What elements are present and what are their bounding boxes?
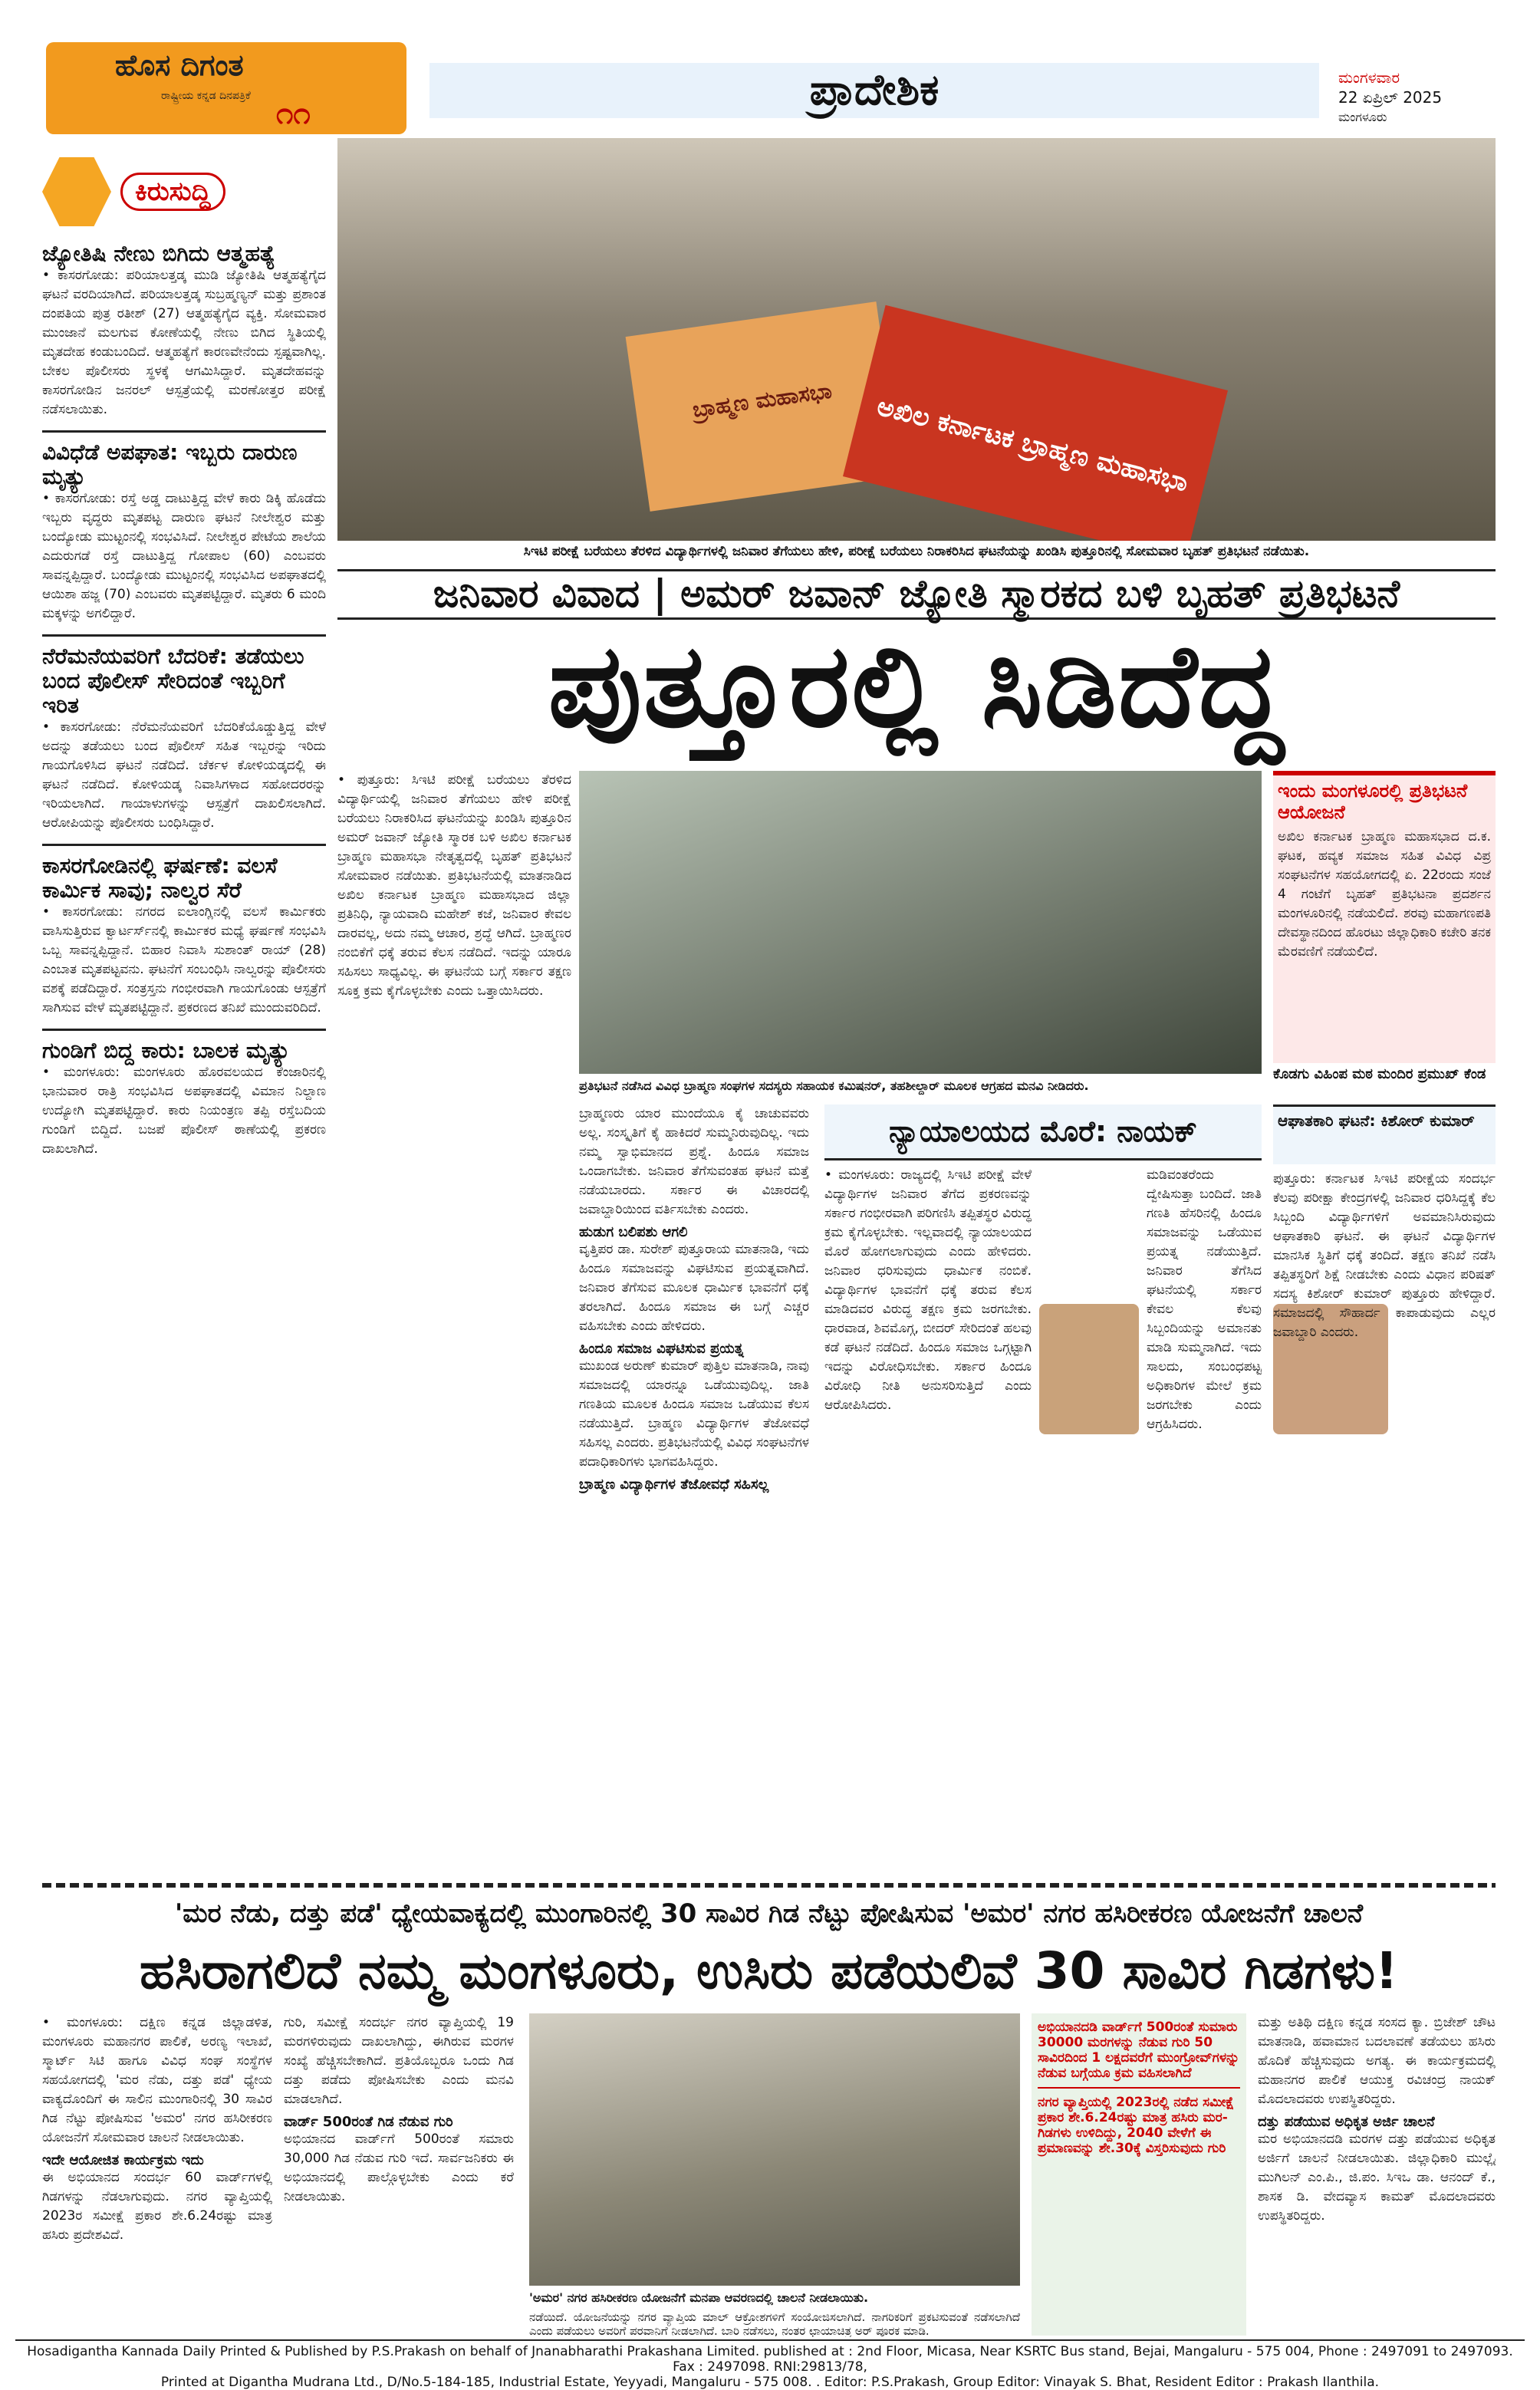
- imprint-line-1: Hosadigantha Kannada Daily Printed & Published by P.S.Prakash on behalf of Jnanabharathi Prakashana Limited. published at : 2nd Floor, Micasa, Near KSRTC Bus stand, Bejai, Mangaluru - 575 004, Phone : 2497091 to 2497093. Fax : 2497098. RNI:29813/78,: [27, 2344, 1513, 2375]
- green-body-1: • ಮಂಗಳೂರು: ದಕ್ಷಿಣ ಕನ್ನಡ ಜಿಲ್ಲಾಡಳಿತ, ಮಂಗಳೂರು ಮಹಾನಗರ ಪಾಲಿಕೆ, ಅರಣ್ಯ ಇಲಾಖೆ, ಸ್ಮಾರ್ಟ್ ಸಿಟಿ ಹಾಗೂ ವಿವಿಧ ಸಂಘ ಸಂಸ್ಥೆಗಳ ಸಹಯೋಗದಲ್ಲಿ 'ಮರ ನೆಡು, ದತ್ತು ಪಡೆ' ಧ್ಯೇಯ ವಾಕ್ಯದೊಂದಿಗೆ ಈ ಸಾಲಿನ ಮುಂಗಾರಿನಲ್ಲಿ 30 ಸಾವಿರ ಗಿಡ ನೆಟ್ಟು ಪೋಷಿಸುವ 'ಅಮರ' ನಗರ ಹಸಿರೀಕರಣ ಯೋಜನೆಗೆ ಸೋಮವಾರ ಚಾಲನೆ ನೀಡಲಾಯಿತು.: [42, 2015, 272, 2145]
- green-side-col: [1258, 2013, 1496, 2336]
- story2-body: • ಮಂಗಳೂರು: ರಾಜ್ಯದಲ್ಲಿ ಸಿಇಟಿ ಪರೀಕ್ಷೆ ವೇಳೆ ವಿದ್ಯಾರ್ಥಿಗಳ ಜನಿವಾರ ತೆಗೆದ ಪ್ರಕರಣವನ್ನು ಸರ್ಕಾರ ಗಂಭೀರವಾಗಿ ಪರಿಗಣಿಸಿ ತಪ್ಪಿತಸ್ಥರ ವಿರುದ್ಧ ಕ್ರಮ ಕೈಗೊಳ್ಳಬೇಕು. ಇಲ್ಲವಾದಲ್ಲಿ ನ್ಯಾಯಾಲಯದ ಮೊರೆ ಹೋಗಲಾಗುವುದು ಎಂದು ಹೇಳಿದರು. ಜನಿವಾರ ಧರಿಸುವುದು ಧಾರ್ಮಿಕ ನಂಬಿಕೆ. ವಿದ್ಯಾರ್ಥಿಗಳ ಭಾವನೆಗೆ ಧಕ್ಕೆ ತರುವ ಕೆಲಸ ಮಾಡಿದವರ ವಿರುದ್ಧ ತಕ್ಷಣ ಕ್ರಮ ಜರಗಬೇಕು. ಧಾರವಾಡ, ಶಿವಮೊಗ್ಗ, ಬೀದರ್ ಸೇರಿದಂತೆ ಹಲವು ಕಡೆ ಘಟನೆ ನಡೆದಿದೆ. ಹಿಂದೂ ಸಮಾಜ ಒಗ್ಗಟ್ಟಾಗಿ ಇದನ್ನು ವಿರೋಧಿಸಬೇಕು. ಸರ್ಕಾರ ಹಿಂದೂ ವಿರೋಧಿ ನೀತಿ ಅನುಸರಿಸುತ್ತಿದೆ ಎಂದು ಆರೋಪಿಸಿದರು.: [824, 1167, 1032, 1413]
- section-divider: [42, 1883, 1496, 1888]
- brief-body: • ಕಾಸರಗೋಡು: ನಗರದ ಐಲಾಂಗ್ಲಿನಲ್ಲಿ ವಲಸೆ ಕಾರ್ಮಿಕರು ವಾಸಿಸುತ್ತಿರುವ ಕ್ವಾರ್ಟರ್ಸ್‌ನಲ್ಲಿ ಕಾರ್ಮಿಕರ ಮಧ್ಯೆ ಘರ್ಷಣೆ ಸಂಭವಿಸಿ ಒಬ್ಬ ಸಾವನ್ನಪ್ಪಿದ್ದಾನೆ. ಬಿಹಾರ ನಿವಾಸಿ ಸುಶಾಂತ್ ರಾಯ್ (28) ಎಂಬಾತ ಮೃತಪಟ್ಟವನು. ಘಟನೆಗೆ ಸಂಬಂಧಿಸಿ ನಾಲ್ವರನ್ನು ಪೊಲೀಸರು ವಶಕ್ಕೆ ಪಡೆದಿದ್ದಾರೆ. ಸಂತ್ರಸ್ತನು ಗಂಭೀರವಾಗಿ ಗಾಯಗೊಂಡು ಆಸ್ಪತ್ರೆಗೆ ಸಾಗಿಸುವ ವೇಳೆ ಮೃತಪಟ್ಟಿದ್ದಾನೆ. ಪ್ರಕರಣದ ತನಿಖೆ ಮುಂದುವರಿದಿದೆ.: [42, 904, 326, 1016]
- brief-3: [42, 634, 326, 833]
- green-photo-caption: 'ಅಮರ' ನಗರ ಹಸಿರೀಕರಣ ಯೋಜನೆಗೆ ಮನಪಾ ಆವರಣದಲ್ಲಿ ಚಾಲನೆ ನೀಡಲಾಯಿತು.: [529, 2290, 869, 2305]
- section-title-bar: [429, 63, 1319, 118]
- green-bullets: [1032, 2013, 1246, 2336]
- brief-title: ವಿವಿಧೆಡೆ ಅಪಘಾತ: ಇಬ್ಬರು ದಾರುಣ ಮೃತ್ಯು: [42, 439, 298, 489]
- green-bottom-text: ನಡೆಯಿದೆ. ಯೋಜನೆಯನ್ನು ನಗರ ವ್ಯಾಪ್ತಿಯ ಮಾಲ್ ಆಕ್ರೋಶಗಳಿಗೆ ಸಂಯೋಜಿಸಲಾಗಿದೆ. ನಾಗರಿಕರಿಗೆ ಪ್ರಕಟಿಸುವಂತೆ ನಡೆಸಲಾಗಿದೆ ಎಂದು ಪಡೆಯಲು ಅವರಿಗೆ ಪರವಾನಿಗೆ ನೀಡಲಾಗಿದೆ. ಬಾರಿ ನಡೆಸಲು, ನಂತರ ಛಾಯಾಚಿತ್ರ ಅರ್ ಪೂರಕ ಮಾಡಿ.: [529, 2310, 1020, 2337]
- lead-body-col1: [337, 771, 571, 1898]
- green-body-2: ಈ ಅಭಿಯಾನದ ಸಂದರ್ಭ 60 ವಾರ್ಡ್‌ಗಳಲ್ಲಿ ಗಿಡಗಳನ್ನು ನೆಡಲಾಗುವುದು. ನಗರ ವ್ಯಾಪ್ತಿಯಲ್ಲಿ 2023ರ ಸಮೀಕ್ಷೆ ಪ್ರಕಾರ ಶೇ.6.24ರಷ್ಟು ಮಾತ್ರ ಹಸಿರು ಪ್ರದೇಶವಿದೆ.: [42, 2170, 272, 2243]
- green-kicker: 'ಮರ ನೆಡು, ದತ್ತು ಪಡೆ' ಧ್ಯೇಯವಾಕ್ಯದಲ್ಲಿ ಮುಂಗಾರಿನಲ್ಲಿ 30 ಸಾವಿರ ಗಿಡ ನೆಟ್ಟು ಪೋಷಿಸುವ 'ಅಮರ' ನಗರ ಹಸಿರೀಕರಣ ಯೋಜನೆಗೆ ಚಾಲನೆ: [174, 1898, 1364, 1929]
- green-col1: [42, 2013, 272, 2336]
- section-title: ಪ್ರಾದೇಶಿಕ: [809, 65, 939, 115]
- story2-body-b: ಮಡಿವಂತರೆಂದು ದ್ವೇಷಿಸುತ್ತಾ ಬಂದಿದೆ. ಜಾತಿ ಗಣತಿ ಹೆಸರಿನಲ್ಲಿ ಹಿಂದೂ ಸಮಾಜವನ್ನು ಒಡೆಯುವ ಪ್ರಯತ್ನ ನಡೆಯುತ್ತಿದೆ. ಜನಿವಾರ ತೆಗೆಸಿದ ಘಟನೆಯಲ್ಲಿ ಸರ್ಕಾರ ಕೇವಲ ಕೆಲವು ಸಿಬ್ಬಂದಿಯನ್ನು ಅಮಾನತು ಮಾಡಿ ಸುಮ್ಮನಾಗಿದೆ. ಇದು ಸಾಲದು, ಸಂಬಂಧಪಟ್ಟ ಅಧಿಕಾರಿಗಳ ಮೇಲೆ ಕ್ರಮ ಜರಗಬೇಕು ಎಂದು ಆಗ್ರಹಿಸಿದರು.: [1147, 1167, 1262, 1432]
- date-label: 22 ಏಪ್ರಿಲ್ 2025: [1338, 88, 1443, 107]
- story3-col: [1273, 1170, 1496, 1875]
- brief-title: ನೆರೆಮನೆಯವರಿಗೆ ಬೆದರಿಕೆ: ತಡೆಯಲು ಬಂದ ಪೊಲೀಸ್ ಸೇರಿದಂತೆ ಇಬ್ಬರಿಗೆ ಇರಿತ: [42, 644, 304, 718]
- page-number: ೧೧: [276, 96, 311, 131]
- brief-1: [42, 242, 326, 420]
- brief-title: ಗುಂಡಿಗೆ ಬಿದ್ದ ಕಾರು: ಬಾಲಕ ಮೃತ್ಯು: [42, 1038, 291, 1063]
- brief-2: [42, 430, 326, 624]
- green-body-3: ಗುರಿ, ಸಮೀಕ್ಷೆ ಸಂದರ್ಭ ನಗರ ವ್ಯಾಪ್ತಿಯಲ್ಲಿ 19 ಮರಗಳಿರುವುದು ದಾಖಲಾಗಿದ್ದು, ಈಗಿರುವ ಮರಗಳ ಸಂಖ್ಯೆ ಹೆಚ್ಚಿಸಬೇಕಾಗಿದೆ. ಪ್ರತಿಯೊಬ್ಬರೂ ಒಂದು ಗಿಡ ದತ್ತು ಪಡೆದು ಪೋಷಿಸಬೇಕು ಎಂದು ಮನವಿ ಮಾಡಲಾಗಿದೆ.: [284, 2015, 514, 2107]
- brief-body: • ಕಾಸರಗೋಡು: ಪರಿಯಾಲತ್ತಡ್ಕ ಮುಡಿ ಜ್ಯೋತಿಷಿ ಆತ್ಮಹತ್ಯೆಗೈದ ಘಟನೆ ವರದಿಯಾಗಿದೆ. ಪರಿಯಾಲತ್ತಡ್ಕ ಸುಬ್ರಹ್ಮಣ್ಯನ್ ಮತ್ತು ಪ್ರಶಾಂತ ದಂಪತಿಯ ಪುತ್ರ ರತೀಶ್ (27) ಆತ್ಮಹತ್ಯೆಗೈದ ವ್ಯಕ್ತಿ. ಸೋಮವಾರ ಮುಂಜಾನೆ ಮಲಗುವ ಕೋಣೆಯಲ್ಲಿ ನೇಣು ಬಿಗಿದ ಸ್ಥಿತಿಯಲ್ಲಿ ಮೃತದೇಹ ಕಂಡುಬಂದಿದೆ. ಆತ್ಮಹತ್ಯೆಗೆ ಕಾರಣವೇನೆಂದು ಸ್ಪಷ್ಟವಾಗಿಲ್ಲ. ಬೇಕಲ ಪೊಲೀಸರು ಸ್ಥಳಕ್ಕೆ ಆಗಮಿಸಿದ್ದಾರೆ. ಮೃತದೇಹವನ್ನು ಕಾಸರಗೋಡಿನ ಜನರಲ್ ಆಸ್ಪತ್ರೆಯಲ್ಲಿ ಮರಣೋತ್ತರ ಪರೀಕ್ಷೆ ನಡೆಸಲಾಯಿತು.: [42, 268, 326, 417]
- lead-sub-2: ಹಿಂದೂ ಸಮಾಜ ವಿಘಟಿಸುವ ಪ್ರಯತ್ನ: [579, 1341, 744, 1357]
- sidebox-protest: [1273, 771, 1496, 1063]
- brief-body: • ಕಾಸರಗೋಡು: ರಸ್ತೆ ಅಡ್ಡ ದಾಟುತ್ತಿದ್ದ ವೇಳೆ ಕಾರು ಡಿಕ್ಕಿ ಹೊಡೆದು ಇಬ್ಬರು ವೃದ್ಧರು ಮೃತಪಟ್ಟ ದಾರುಣ ಘಟನೆ ನೀಲೇಶ್ವರ ಮತ್ತು ಬಂದ್ಯೋಡು ಮುಟ್ಟಂನಲ್ಲಿ ಸಂಭವಿಸಿದೆ. ನೀಲೇಶ್ವರ ಪೇಟೆಯ ಶಾಲೆಯ ಎದುರುಗಡೆ ರಸ್ತೆ ದಾಟುತ್ತಿದ್ದ ಗೋಪಾಲ (60) ಎಂಬವರು ಸಾವನ್ನಪ್ಪಿದ್ದಾರೆ. ಬಂದ್ಯೋಡು ಮುಟ್ಟಂನಲ್ಲಿ ಸಂಭವಿಸಿದ ಅಪಘಾತದಲ್ಲಿ ಆಯಿಶಾ ಹಜ್ಜ (70) ಎಂಬವರು ಮೃತಪಟ್ಟಿದ್ದಾರೆ. ಮೃತರು 6 ಮಂದಿ ಮಕ್ಕಳನ್ನು ಅಗಲಿದ್ದಾರೆ.: [42, 491, 326, 621]
- brief-4: [42, 844, 326, 1018]
- green-sub-2: ವಾರ್ಡ್ 500ರಂತೆ ಗಿಡ ನೆಡುವ ಗುರಿ: [284, 2114, 453, 2130]
- lead-body-1: • ಪುತ್ತೂರು: ಸಿಇಟಿ ಪರೀಕ್ಷೆ ಬರೆಯಲು ತೆರಳಿದ ವಿದ್ಯಾರ್ಥಿಯಲ್ಲಿ ಜನಿವಾರ ತೆಗೆಯಲು ಹೇಳಿ ಪರೀಕ್ಷೆ ಬರೆಯಲು ನಿರಾಕರಿಸಿದ ಘಟನೆಯನ್ನು ಖಂಡಿಸಿ ಪುತ್ತೂರಿನ ಅಮರ್ ಜವಾನ್ ಜ್ಯೋತಿ ಸ್ಮಾರಕ ಬಳಿ ಅಖಿಲ ಕರ್ನಾಟಕ ಬ್ರಾಹ್ಮಣ ಮಹಾಸಭಾ ನೇತೃತ್ವದಲ್ಲಿ ಬೃಹತ್ ಪ್ರತಿಭಟನೆ ಸೋಮವಾರ ನಡೆಯಿತು. ಪ್ರತಿಭಟನೆಯಲ್ಲಿ ಮಾತನಾಡಿದ ಅಖಿಲ ಕರ್ನಾಟಕ ಬ್ರಾಹ್ಮಣ ಮಹಾಸಭಾದ ಜಿಲ್ಲಾ ಪ್ರತಿನಿಧಿ, ನ್ಯಾಯವಾದಿ ಮಹೇಶ್ ಕಜೆ, ಜನಿವಾರ ಕೇವಲ ದಾರವಲ್ಲ, ಅದು ನಮ್ಮ ಆಚಾರ, ಶ್ರದ್ಧೆ ಆಗಿದೆ. ಬ್ರಾಹ್ಮಣರ ನಂಬಿಕೆಗೆ ಧಕ್ಕೆ ತರುವ ಕೆಲಸ ನಡೆದಿದೆ. ಇದನ್ನು ಯಾರೂ ಸಹಿಸಲು ಸಾಧ್ಯವಿಲ್ಲ. ಈ ಘಟನೆಯ ಬಗ್ಗೆ ಸರ್ಕಾರ ತಕ್ಷಣ ಸೂಕ್ತ ಕ್ರಮ ಕೈಗೊಳ್ಳಬೇಕು ಎಂದು ಒತ್ತಾಯಿಸಿದರು.: [337, 772, 571, 999]
- story3-header: [1273, 1104, 1496, 1164]
- paper-name: ಹೊಸ ದಿಗಂತ: [115, 48, 244, 82]
- briefs-header: [42, 150, 326, 234]
- story3-body: ಪುತ್ತೂರು: ಕರ್ನಾಟಕ ಸಿಇಟಿ ಪರೀಕ್ಷೆಯ ಸಂದರ್ಭ ಕೆಲವು ಪರೀಕ್ಷಾ ಕೇಂದ್ರಗಳಲ್ಲಿ ಜನಿವಾರ ಧರಿಸಿದ್ದಕ್ಕೆ ಕೆಲ ಸಿಬ್ಬಂದಿ ವಿದ್ಯಾರ್ಥಿಗಳಿಗೆ ಅವಮಾನಿಸಿರುವುದು ಆಘಾತಕಾರಿ ಘಟನೆ. ಈ ಘಟನೆ ವಿದ್ಯಾರ್ಥಿಗಳ ಮಾನಸಿಕ ಸ್ಥಿತಿಗೆ ಧಕ್ಕೆ ತಂದಿದೆ. ತಕ್ಷಣ ತನಿಖೆ ನಡೆಸಿ ತಪ್ಪಿತಸ್ಥರಿಗೆ ಶಿಕ್ಷೆ ನೀಡಬೇಕು ಎಂದು ವಿಧಾನ ಪರಿಷತ್ ಸದಸ್ಯ ಕಿಶೋರ್ ಕುಮಾರ್ ಪುತ್ತೂರು ಹೇಳಿದ್ದಾರೆ. ಸಮಾಜದಲ್ಲಿ ಸೌಹಾರ್ದ ಕಾಪಾಡುವುದು ಎಲ್ಲರ ಜವಾಬ್ದಾರಿ ಎಂದರು.: [1273, 1171, 1496, 1340]
- lead-photo-caption: ಸಿಇಟಿ ಪರೀಕ್ಷೆ ಬರೆಯಲು ತೆರಳಿದ ವಿದ್ಯಾರ್ಥಿಗಳಲ್ಲಿ ಜನಿವಾರ ತೆಗೆಯಲು ಹೇಳಿ, ಪರೀಕ್ಷೆ ಬರೆಯಲು ನಿರಾಕರಿಸಿದ ಘಟನೆಯನ್ನು ಖಂಡಿಸಿ ಪುತ್ತೂರಿನಲ್ಲಿ ಸೋಮವಾರ ಬೃಹತ್ ಪ್ರತಿಭಟನೆ ನಡೆಯಿತು.: [523, 544, 1310, 559]
- green-side-body-2: ಮರ ಅಭಿಯಾನದಡಿ ಮರಗಳ ದತ್ತು ಪಡೆಯುವ ಅಧಿಕೃತ ಅರ್ಜಿಗೆ ಚಾಲನೆ ನೀಡಲಾಯಿತು. ಜಿಲ್ಲಾಧಿಕಾರಿ ಮುಲ್ಲೈ ಮುಗಿಲನ್ ಎಂ.ಪಿ., ಜಿ.ಪಂ. ಸಿಇಒ ಡಾ. ಆನಂದ್ ಕೆ., ಶಾಸಕ ಡಿ. ವೇದವ್ಯಾಸ ಕಾಮತ್ ಮೊದಲಾದವರು ಉಪಸ್ಥಿತರಿದ್ದರು.: [1258, 2132, 1496, 2224]
- lead-headline: ಪುತ್ತೂರಲ್ಲಿ ಸಿಡಿದೆದ್ದ: [548, 620, 1285, 753]
- lead-sub-1: ಹುಡುಗ ಬಲಿಪಶು ಆಗಲಿ: [579, 1224, 688, 1240]
- lead-body-3: ವೃತ್ತಿಪರ ಡಾ. ಸುರೇಶ್ ಪುತ್ತೂರಾಯ ಮಾತನಾಡಿ, ಇದು ಹಿಂದೂ ಸಮಾಜವನ್ನು ವಿಘಟಿಸುವ ಪ್ರಯತ್ನವಾಗಿದೆ. ಜನಿವಾರ ತೆಗೆಸುವ ಮೂಲಕ ಧಾರ್ಮಿಕ ಭಾವನೆಗೆ ಧಕ್ಕೆ ತರಲಾಗಿದೆ. ಹಿಂದೂ ಸಮಾಜ ಈ ಬಗ್ಗೆ ಎಚ್ಚರ ವಹಿಸಬೇಕು ಎಂದು ಹೇಳಿದರು.: [579, 1242, 809, 1334]
- green-sub-1: ಇದೇ ಆಯೋಜಿತ ಕಾರ್ಯಕ್ರಮ ಇದು: [42, 2152, 204, 2168]
- story2-headline: ನ್ಯಾಯಾಲಯದ ಮೊರೆ: ನಾಯಕ್: [889, 1114, 1197, 1148]
- story2-col2: [1147, 1166, 1262, 1825]
- lead-photo-2-caption: ಪ್ರತಿಭಟನೆ ನಡೆಸಿದ ವಿವಿಧ ಬ್ರಾಹ್ಮಣ ಸಂಘಗಳ ಸದಸ್ಯರು ಸಹಾಯಕ ಕಮಿಷನರ್, ತಹಶೀಲ್ದಾರ್ ಮೂಲಕ ಆಗ್ರಹದ ಮನವಿ ನೀಡಿದರು.: [579, 1078, 1089, 1093]
- lead-body-4: ಮುಖಂಡ ಅರುಣ್ ಕುಮಾರ್ ಪುತ್ತಿಲ ಮಾತನಾಡಿ, ನಾವು ಸಮಾಜದಲ್ಲಿ ಯಾರನ್ನೂ ಒಡೆಯುವುದಿಲ್ಲ. ಜಾತಿ ಗಣತಿಯ ಮೂಲಕ ಹಿಂದೂ ಸಮಾಜ ಒಡೆಯುವ ಕೆಲಸ ನಡೆಯುತ್ತಿದೆ. ಬ್ರಾಹ್ಮಣ ವಿದ್ಯಾರ್ಥಿಗಳ ತೆಜೋವಧೆ ಸಹಿಸಲ್ಲ ಎಂದರು. ಪ್ರತಿಭಟನೆಯಲ್ಲಿ ವಿವಿಧ ಸಂಘಟನೆಗಳ ಪದಾಧಿಕಾರಿಗಳು ಭಾಗವಹಿಸಿದ್ದರು.: [579, 1358, 809, 1470]
- story3-headline: ಆಘಾತಕಾರಿ ಘಟನೆ: ಕಿಶೋರ್ ಕುಮಾರ್: [1278, 1111, 1475, 1130]
- sidebox1-body: ಅಖಿಲ ಕರ್ನಾಟಕ ಬ್ರಾಹ್ಮಣ ಮಹಾಸಭಾದ ದ.ಕ. ಘಟಕ, ಹವ್ಯಕ ಸಮಾಜ ಸಹಿತ ವಿವಿಧ ವಿಪ್ರ ಸಂಘಟನೆಗಳ ಸಹಯೋಗದಲ್ಲಿ ಏ. 22ರಂದು ಸಂಜೆ 4 ಗಂಟೆಗೆ ಬೃಹತ್ ಪ್ರತಿಭಟನಾ ಪ್ರದರ್ಶನ ಮಂಗಳೂರಿನಲ್ಲಿ ನಡೆಯಲಿದೆ. ಶರವು ಮಹಾಗಣಪತಿ ದೇವಸ್ಥಾನದಿಂದ ಹೊರಟು ಜಿಲ್ಲಾಧಿಕಾರಿ ಕಚೇರಿ ತನಕ ಮೆರವಣಿಗೆ ನಡೆಯಲಿದೆ.: [1278, 829, 1491, 960]
- sidebox1-title: ಇಂದು ಮಂಗಳೂರಲ್ಲಿ ಪ್ರತಿಭಟನೆ ಆಯೋಜನೆ: [1278, 780, 1468, 823]
- banner-left: ಬ್ರಾಹ್ಮಣ ಮಹಾಸಭಾ: [626, 301, 901, 512]
- green-body-4: ಅಭಿಯಾನದ ವಾರ್ಡ್‌ಗೆ 500ರಂತೆ ಸಮಾರು 30,000 ಗಿಡ ನೆಡುವ ಗುರಿ ಇದೆ. ಸಾರ್ವಜನಿಕರು ಈ ಅಭಿಯಾನದಲ್ಲಿ ಪಾಲ್ಗೊಳ್ಳಬೇಕು ಎಂದು ಕರೆ ನೀಡಲಾಯಿತು.: [284, 2132, 514, 2204]
- lead-photo-2: [579, 771, 1262, 1074]
- story2-header: [824, 1104, 1262, 1160]
- paper-tagline: ರಾಷ್ಟ್ರೀಯ ಕನ್ನಡ ದಿನಪತ್ರಿಕೆ: [161, 90, 251, 102]
- green-side-body: ಮತ್ತು ಅತಿಥಿ ದಕ್ಷಿಣ ಕನ್ನಡ ಸಂಸದ ಕ್ಯಾ. ಬ್ರಿಜೇಶ್ ಚೌಟ ಮಾತನಾಡಿ, ಹವಾಮಾನ ಬದಲಾವಣೆ ತಡೆಯಲು ಹಸಿರು ಹೊದಿಕೆ ಹೆಚ್ಚಿಸುವುದು ಅಗತ್ಯ. ಈ ಕಾರ್ಯಕ್ರಮದಲ್ಲಿ ಮಹಾನಗರ ಪಾಲಿಕೆ ಆಯುಕ್ತ ರವಿಚಂದ್ರ ನಾಯಕ್ ಮೊದಲಾದವರು ಉಪಸ್ಥಿತರಿದ್ದರು.: [1258, 2015, 1496, 2107]
- brief-body: • ಮಂಗಳೂರು: ಮಂಗಳೂರು ಹೊರವಲಯದ ಕೆಂಜಾರಿನಲ್ಲಿ ಭಾನುವಾರ ರಾತ್ರಿ ಸಂಭವಿಸಿದ ಅಪಘಾತದಲ್ಲಿ ವಿಮಾನ ನಿಲ್ದಾಣ ಉದ್ಯೋಗಿ ಮೃತಪಟ್ಟಿದ್ದಾರೆ. ಕಾರು ನಿಯಂತ್ರಣ ತಪ್ಪಿ ರಸ್ತೆಬದಿಯ ಗುಂಡಿಗೆ ಬಿದ್ದಿದೆ. ಬಜಪೆ ಪೊಲೀಸ್ ಠಾಣೆಯಲ್ಲಿ ಪ್ರಕರಣ ದಾಖಲಾಗಿದೆ.: [42, 1065, 326, 1157]
- banner-right: ಅಖಿಲ ಕರ್ನಾಟಕ ಬ್ರಾಹ್ಮಣ ಮಹಾಸಭಾ: [843, 305, 1228, 541]
- brief-title: ಕಾಸರಗೋಡಿನಲ್ಲಿ ಘರ್ಷಣೆ: ವಲಸೆ ಕಾರ್ಮಿಕ ಸಾವು; ನಾಲ್ವರ ಸೆರೆ: [42, 853, 278, 903]
- green-bullet-2: ನಗರ ವ್ಯಾಪ್ತಿಯಲ್ಲಿ 2023ರಲ್ಲಿ ನಡೆದ ಸಮೀಕ್ಷೆ ಪ್ರಕಾರ ಶೇ.6.24ರಷ್ಟು ಮಾತ್ರ ಹಸಿರು ಮರ- ಗಿಡಗಳು ಉಳಿದಿದ್ದು, 2040 ವೇಳೆಗೆ ಈ ಪ್ರಮಾಣವನ್ನು ಶೇ.30ಕ್ಕೆ ವಿಸ್ತರಿಸುವುದು ಗುರಿ: [1038, 2087, 1240, 2156]
- story2-col1: [824, 1166, 1032, 1825]
- hand-icon: [42, 157, 111, 226]
- briefs-column: [42, 150, 326, 1860]
- briefs-label: ಕಿರುಸುದ್ದಿ: [120, 173, 225, 211]
- brief-body: • ಕಾಸರಗೋಡು: ನೆರೆಮನೆಯವರಿಗೆ ಬೆದರಿಕೆಯೊಡ್ಡುತ್ತಿದ್ದ ವೇಳೆ ಅದನ್ನು ತಡೆಯಲು ಬಂದ ಪೊಲೀಸ್ ಸಹಿತ ಇಬ್ಬರನ್ನು ಇರಿದು ಗಾಯಗೊಳಿಸಿದ ಘಟನೆ ನಡೆದಿದೆ. ಚೆರ್ಕಳ ಕೋಳಿಯಡ್ಕದಲ್ಲಿ ಈ ಘಟನೆ ನಡೆದಿದೆ. ಕೋಳಿಯಡ್ಕ ನಿವಾಸಿಗಳಾದ ಸಹೋದರರನ್ನು ಇರಿಯಲಾಗಿದೆ. ಗಾಯಾಳುಗಳನ್ನು ಆಸ್ಪತ್ರೆಗೆ ದಾಖಲಿಸಲಾಗಿದೆ. ಆರೋಪಿಯನ್ನು ಪೊಲೀಸರು ಬಂಧಿಸಿದ್ದಾರೆ.: [42, 719, 326, 831]
- green-bullet-1: ಅಭಿಯಾನದಡಿ ವಾರ್ಡ್‌ಗೆ 500ರಂತೆ ಸುಮಾರು 30000 ಮರಗಳನ್ನು ನೆಡುವ ಗುರಿ 50 ಸಾವಿರದಿಂದ 1 ಲಕ್ಷದವರೆಗೆ ಮುಂಗ್ರೋವ್‌ಗಳನ್ನು ನೆಡುವ ಬಗ್ಗೆಯೂ ಕ್ರಮ ವಹಿಸಲಾಗಿದೆ: [1038, 2020, 1240, 2081]
- naik-portrait: [1039, 1304, 1139, 1434]
- lead-sub-3: ಬ್ರಾಹ್ಮಣ ವಿದ್ಯಾರ್ಥಿಗಳ ತೆಜೋವಧೆ ಸಹಿಸಲ್ಲ: [579, 1476, 769, 1493]
- dateline: [1338, 67, 1442, 127]
- sidebox-kodagu: [1273, 1066, 1496, 1101]
- green-headline: ಹಸಿರಾಗಲಿದೆ ನಮ್ಮ ಮಂಗಳೂರು, ಉಸಿರು ಪಡೆಯಲಿವೆ 30 ಸಾವಿರ ಗಿಡಗಳು!: [139, 1941, 1399, 2000]
- city-label: ಮಂಗಳೂರು: [1338, 110, 1387, 124]
- imprint: [15, 2339, 1525, 2390]
- lead-photo: [337, 138, 1496, 541]
- masthead-logo: [46, 42, 406, 134]
- brief-5: [42, 1029, 326, 1159]
- brief-title: ಜ್ಯೋತಿಷಿ ನೇಣು ಬಿಗಿದು ಆತ್ಮಹತ್ಯೆ: [42, 241, 275, 266]
- imprint-line-2: Printed at Digantha Mudrana Ltd., D/No.5-184-185, Industrial Estate, Yeyyadi, Mangaluru - 575 008. . Editor: P.S.Prakash, Group Editor: Vinayak S. Bhat, Resident Editor : Prakash Ilanthila.: [160, 2375, 1380, 2390]
- lead-body-col2: [579, 1104, 809, 1895]
- sidebox2-title: ಕೊಡಗು ವಿಹಿಂಪ ಮಠ ಮಂದಿರ ಪ್ರಮುಖ್ ಕೆಂಡ: [1273, 1066, 1486, 1082]
- green-side-sub: ದತ್ತು ಪಡೆಯುವ ಅಧಿಕೃತ ಅರ್ಜಿ ಚಾಲನೆ: [1258, 2114, 1435, 2130]
- green-col2: [284, 2013, 514, 2336]
- lead-body-2: ಬ್ರಾಹ್ಮಣರು ಯಾರ ಮುಂದೆಯೂ ಕೈ ಚಾಚುವವರು ಅಲ್ಲ. ಸಂಸ್ಕೃತಿಗೆ ಕೈ ಹಾಕಿದರೆ ಸುಮ್ಮನಿರುವುದಿಲ್ಲ. ಇದು ನಮ್ಮ ಸ್ವಾಭಿಮಾನದ ಪ್ರಶ್ನೆ. ಹಿಂದೂ ಸಮಾಜ ಒಂದಾಗಬೇಕು. ಜನಿವಾರ ತೆಗೆಸುವಂತಹ ಘಟನೆ ಮತ್ತೆ ನಡೆಯಬಾರದು. ಸರ್ಕಾರ ಈ ವಿಚಾರದಲ್ಲಿ ಜವಾಬ್ದಾರಿಯಿಂದ ವರ್ತಿಸಬೇಕು ಎಂದರು.: [579, 1106, 809, 1217]
- lead-kicker: ಜನಿವಾರ ವಿವಾದ | ಅಮರ್ ಜವಾನ್ ಜ್ಯೋತಿ ಸ್ಮಾರಕದ ಬಳಿ ಬೃಹತ್ ಪ್ರತಿಭಟನೆ: [337, 569, 1496, 620]
- green-photo: [529, 2013, 1020, 2286]
- day-label: ಮಂಗಳವಾರ: [1338, 68, 1400, 87]
